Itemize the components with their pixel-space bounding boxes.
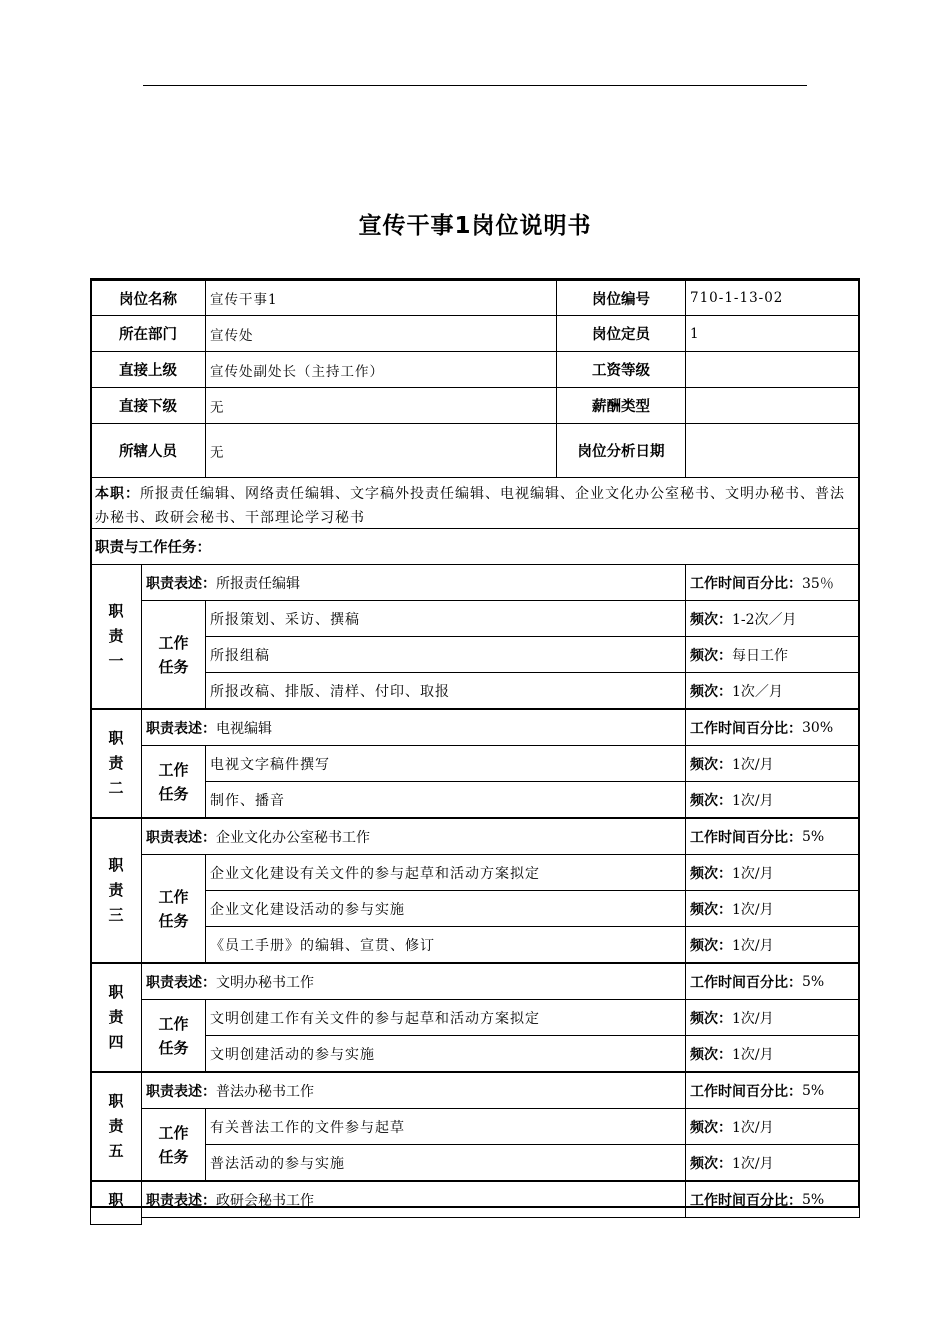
- frequency-label: 频次：: [690, 1119, 732, 1136]
- responsibility-number: [90, 564, 142, 709]
- document-title: 宣传干事1岗位说明书: [358, 213, 592, 239]
- label-salary-grade: 工资等级: [556, 351, 686, 388]
- percentage-value: 35％: [802, 575, 834, 592]
- description-label: 职责表述：: [146, 1083, 216, 1100]
- value-position-name: 宣传干事1: [205, 280, 557, 316]
- main-duty: [90, 477, 860, 529]
- frequency-value: 1-2次／月: [732, 611, 797, 628]
- work-task-label: [141, 999, 206, 1072]
- task-frequency: [685, 745, 860, 782]
- main-duty-label: 本职：: [95, 486, 140, 502]
- responsibility-description: [141, 709, 686, 746]
- frequency-label: 频次：: [690, 1046, 732, 1063]
- responsibility-description: [141, 1072, 686, 1109]
- frequency-value: 1次/月: [732, 937, 774, 954]
- responsibility-number-char: 三: [108, 906, 124, 924]
- label-direct-subordinate: 直接下级: [90, 387, 206, 424]
- description-text: 政研会秘书工作: [216, 1192, 314, 1209]
- task-frequency: [685, 1035, 860, 1072]
- frequency-value: 1次/月: [732, 1155, 774, 1172]
- percentage-label: 工作时间百分比：: [690, 1192, 802, 1209]
- responsibility-number-char: 责: [108, 754, 124, 772]
- frequency-value: 1次/月: [732, 865, 774, 882]
- responsibility-number-char: 责: [108, 881, 124, 899]
- frequency-label: 频次：: [690, 756, 732, 773]
- time-percentage: [685, 564, 860, 601]
- work-task-label: [141, 745, 206, 818]
- value-position-quota: 1: [685, 315, 860, 352]
- responsibility-number-char: 职: [108, 856, 124, 874]
- label-staff: 所辖人员: [90, 423, 206, 478]
- description-text: 文明办秘书工作: [216, 974, 314, 991]
- task-item: 《员工手册》的编辑、宣贯、修订: [205, 926, 686, 963]
- work-task-label-line: 任务: [158, 1147, 189, 1166]
- value-salary-grade: [685, 351, 860, 388]
- frequency-label: 频次：: [690, 937, 732, 954]
- task-frequency: [685, 1144, 860, 1181]
- description-text: 普法办秘书工作: [216, 1083, 314, 1100]
- frequency-value: 1次/月: [732, 756, 774, 773]
- percentage-value: 5%: [802, 828, 825, 845]
- description-label: 职责表述：: [146, 1192, 216, 1209]
- description-label: 职责表述：: [146, 575, 216, 592]
- description-text: 所报责任编辑: [216, 575, 300, 592]
- task-item: 所报策划、采访、撰稿: [205, 600, 686, 637]
- work-task-label-line: 工作: [158, 760, 189, 779]
- work-task-label: [141, 600, 206, 709]
- responsibility-description: [141, 564, 686, 601]
- responsibility-description: [141, 1181, 686, 1218]
- frequency-label: 频次：: [690, 611, 732, 628]
- responsibility-number: [90, 709, 142, 818]
- time-percentage: [685, 818, 860, 855]
- value-position-code: 710-1-13-02: [685, 280, 860, 316]
- label-analysis-date: 岗位分析日期: [556, 423, 686, 478]
- time-percentage: [685, 963, 860, 1000]
- task-item: 文明创建工作有关文件的参与起草和活动方案拟定: [205, 999, 686, 1036]
- responsibility-number: [90, 963, 142, 1072]
- task-frequency: [685, 636, 860, 673]
- responsibility-number-char: 职: [108, 983, 124, 1001]
- work-task-label-line: 任务: [158, 784, 189, 803]
- percentage-label: 工作时间百分比：: [690, 720, 802, 737]
- task-frequency: [685, 926, 860, 963]
- description-text: 企业文化办公室秘书工作: [216, 829, 370, 846]
- responsibility-number-char: 二: [108, 779, 124, 797]
- label-position-code: 岗位编号: [556, 280, 686, 316]
- frequency-label: 频次：: [690, 1010, 732, 1027]
- task-item: 企业文化建设活动的参与实施: [205, 890, 686, 927]
- percentage-value: 5%: [802, 973, 825, 990]
- time-percentage: [685, 1181, 860, 1218]
- main-duty-text: 所报责任编辑、网络责任编辑、文字稿外投责任编辑、电视编辑、企业文化办公室秘书、文明办秘书、普法办秘书、政研会秘书、干部理论学习秘书: [95, 486, 845, 526]
- value-pay-type: [685, 387, 860, 424]
- frequency-label: 频次：: [690, 1155, 732, 1172]
- responsibility-number-char: 职: [108, 602, 124, 620]
- work-task-label: [141, 854, 206, 963]
- task-item: 文明创建活动的参与实施: [205, 1035, 686, 1072]
- work-task-label-line: 任务: [158, 911, 189, 930]
- work-task-label-line: 工作: [158, 1123, 189, 1142]
- work-task-label-line: 工作: [158, 887, 189, 906]
- task-frequency: [685, 854, 860, 891]
- task-item: 制作、播音: [205, 781, 686, 818]
- percentage-label: 工作时间百分比：: [690, 1083, 802, 1100]
- work-task-label-line: 工作: [158, 633, 189, 652]
- frequency-value: 1次/月: [732, 792, 774, 809]
- work-task-label-line: 工作: [158, 1014, 189, 1033]
- responsibility-description: [141, 963, 686, 1000]
- responsibility-description: [141, 818, 686, 855]
- responsibility-number-char: 责: [108, 1008, 124, 1026]
- frequency-value: 每日工作: [732, 647, 788, 664]
- label-direct-superior: 直接上级: [90, 351, 206, 388]
- percentage-value: 5%: [802, 1082, 825, 1099]
- time-percentage: [685, 709, 860, 746]
- percentage-label: 工作时间百分比：: [690, 974, 802, 991]
- percentage-label: 工作时间百分比：: [690, 829, 802, 846]
- task-frequency: [685, 890, 860, 927]
- frequency-label: 频次：: [690, 792, 732, 809]
- frequency-label: 频次：: [690, 901, 732, 918]
- task-frequency: [685, 999, 860, 1036]
- description-label: 职责表述：: [146, 720, 216, 737]
- description-label: 职责表述：: [146, 974, 216, 991]
- label-pay-type: 薪酬类型: [556, 387, 686, 424]
- task-frequency: [685, 781, 860, 818]
- responsibility-number: [90, 1072, 142, 1181]
- label-position-quota: 岗位定员: [556, 315, 686, 352]
- frequency-label: 频次：: [690, 865, 732, 882]
- task-frequency: [685, 600, 860, 637]
- label-department: 所在部门: [90, 315, 206, 352]
- frequency-label: 频次：: [690, 647, 732, 664]
- responsibility-number-char: 五: [108, 1142, 124, 1160]
- frequency-value: 1次/月: [732, 1010, 774, 1027]
- time-percentage: [685, 1072, 860, 1109]
- value-department: 宣传处: [205, 315, 557, 352]
- work-task-label-line: 任务: [158, 657, 189, 676]
- task-item: 电视文字稿件撰写: [205, 745, 686, 782]
- value-analysis-date: [685, 423, 860, 478]
- frequency-value: 1次/月: [732, 1046, 774, 1063]
- task-frequency: [685, 672, 860, 709]
- responsibility-number-char: 职: [108, 729, 124, 747]
- responsibility-number-char: 职: [108, 1191, 124, 1209]
- responsibility-number-char: 责: [108, 1117, 124, 1135]
- value-staff: 无: [205, 423, 557, 478]
- task-frequency: [685, 1108, 860, 1145]
- frequency-value: 1次/月: [732, 901, 774, 918]
- task-item: 有关普法工作的文件参与起草: [205, 1108, 686, 1145]
- work-task-label: [141, 1108, 206, 1181]
- work-task-label-line: 任务: [158, 1038, 189, 1057]
- percentage-value: 5%: [802, 1191, 825, 1208]
- description-text: 电视编辑: [216, 720, 272, 737]
- label-position-name: 岗位名称: [90, 280, 206, 316]
- responsibility-number-char: 四: [108, 1033, 124, 1051]
- task-item: 普法活动的参与实施: [205, 1144, 686, 1181]
- description-label: 职责表述：: [146, 829, 216, 846]
- responsibility-number: [90, 818, 142, 963]
- responsibility-number-char: 责: [108, 627, 124, 645]
- value-direct-superior: 宣传处副处长（主持工作）: [205, 351, 557, 388]
- header-rule: [143, 85, 807, 86]
- frequency-value: 1次/月: [732, 1119, 774, 1136]
- task-item: 所报改稿、排版、清样、付印、取报: [205, 672, 686, 709]
- frequency-label: 频次：: [690, 683, 732, 700]
- responsibility-number-char: 一: [108, 652, 124, 670]
- value-direct-subordinate: 无: [205, 387, 557, 424]
- section-title: 职责与工作任务：: [90, 528, 860, 565]
- percentage-value: 30%: [802, 719, 834, 736]
- responsibility-number-char: 职: [108, 1092, 124, 1110]
- responsibility-number: [90, 1181, 142, 1225]
- task-item: 企业文化建设有关文件的参与起草和活动方案拟定: [205, 854, 686, 891]
- percentage-label: 工作时间百分比：: [690, 575, 802, 592]
- frequency-value: 1次／月: [732, 683, 783, 700]
- task-item: 所报组稿: [205, 636, 686, 673]
